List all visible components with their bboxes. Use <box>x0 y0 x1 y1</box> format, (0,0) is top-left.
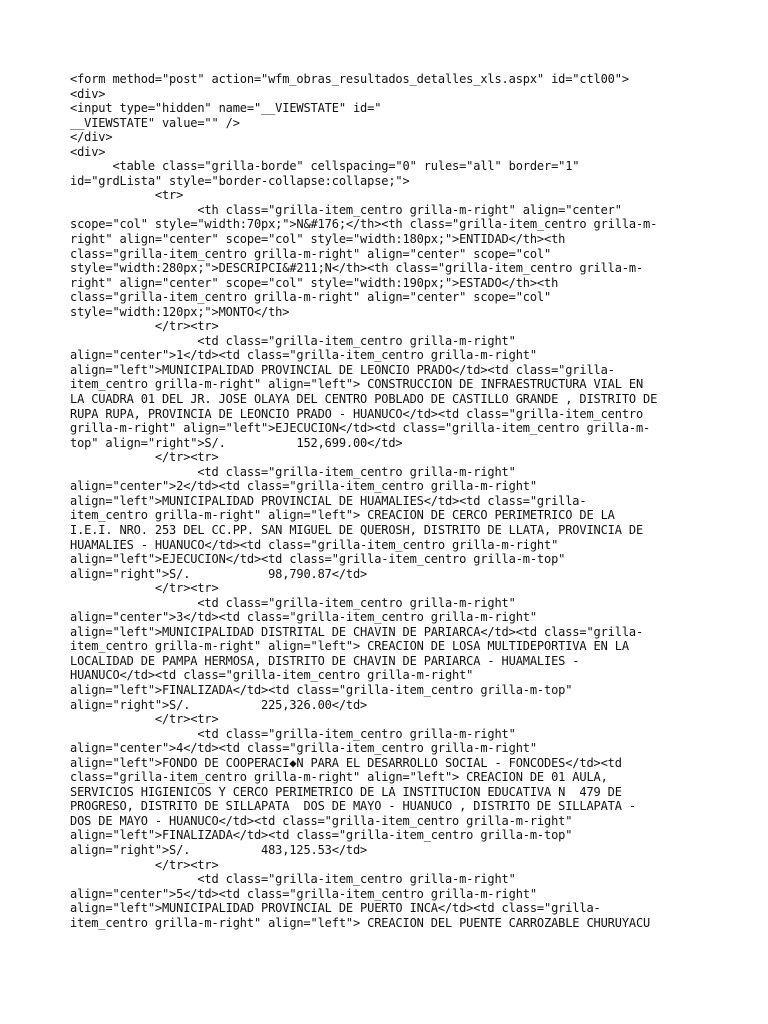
code-line: <td class="grilla-item_centro grilla-m-right" <box>70 333 516 348</box>
code-line: item_centro grilla-m-right" align="left"> CREACION DEL PUENTE CARROZABLE CHURUYACU <box>70 915 651 930</box>
code-line: scope="col" style="width:70px;">N&#176;</th><th class="grilla-item_centro grilla-m- <box>70 217 658 232</box>
code-line: <th class="grilla-item_centro grilla-m-right" align="center" <box>70 202 622 217</box>
code-line: HUANUCO</td><td class="grilla-item_centro grilla-m-right" <box>70 668 474 683</box>
code-line: PROGRESO, DISTRITO DE SILLAPATA DOS DE MAYO - HUANUCO , DISTRITO DE SILLAPATA - <box>70 799 636 814</box>
code-line: DOS DE MAYO - HUANUCO</td><td class="grilla-item_centro grilla-m-right" <box>70 813 573 828</box>
code-line: align="left">MUNICIPALIDAD PROVINCIAL DE LEONCIO PRADO</td><td class="grilla- <box>70 362 615 377</box>
code-line: LA CUADRA 01 DEL JR. JOSE OLAYA DEL CENTRO POBLADO DE CASTILLO GRANDE , DISTRITO DE <box>70 392 658 407</box>
code-line: style="width:280px;">DESCRIPCI&#211;N</th><th class="grilla-item_centro grilla-m- <box>70 261 644 276</box>
code-line: item_centro grilla-m-right" align="left"> CONSTRUCCION DE INFRAESTRUCTURA VIAL EN <box>70 377 644 392</box>
code-line: align="left">MUNICIPALIDAD DISTRITAL DE CHAVIN DE PARIARCA</td><td class="grilla- <box>70 624 644 639</box>
code-line: LOCALIDAD DE PAMPA HERMOSA, DISTRITO DE CHAVIN DE PARIARCA - HUAMALIES - <box>70 653 580 668</box>
code-line: <tr> <box>70 188 184 203</box>
code-line: <td class="grilla-item_centro grilla-m-right" <box>70 726 516 741</box>
code-line: align="center">2</td><td class="grilla-item_centro grilla-m-right" <box>70 479 537 494</box>
code-line: grilla-m-right" align="left">EJECUCION</td><td class="grilla-item_centro grilla-m- <box>70 421 651 436</box>
code-line: align="left">MUNICIPALIDAD PROVINCIAL DE HUAMALIES</td><td class="grilla- <box>70 493 587 508</box>
code-line: __VIEWSTATE" value="" /> <box>70 115 240 130</box>
code-line: <td class="grilla-item_centro grilla-m-right" <box>70 464 516 479</box>
code-line: id="grdLista" style="border-collapse:collapse;"> <box>70 173 410 188</box>
code-line: </tr><tr> <box>70 712 219 727</box>
code-line: right" align="center" scope="col" style="width:190px;">ESTADO</th><th <box>70 275 559 290</box>
code-line: right" align="center" scope="col" style="width:180px;">ENTIDAD</th><th <box>70 232 566 247</box>
code-line: style="width:120px;">MONTO</th> <box>70 304 290 319</box>
code-line: </tr><tr> <box>70 581 219 596</box>
document-page <box>70 72 710 930</box>
code-line: <div> <box>70 86 106 101</box>
code-line: top" align="right">S/. 152,699.00</td> <box>70 435 403 450</box>
code-line: align="center">3</td><td class="grilla-item_centro grilla-m-right" <box>70 610 537 625</box>
code-line: class="grilla-item_centro grilla-m-right" align="center" scope="col" <box>70 290 552 305</box>
code-line: <div> <box>70 144 106 159</box>
code-line: item_centro grilla-m-right" align="left"> CREACION DE LOSA MULTIDEPORTIVA EN LA <box>70 639 629 654</box>
code-line: align="right">S/. 225,326.00</td> <box>70 697 368 712</box>
code-line: <table class="grilla-borde" cellspacing="0" rules="all" border="1" <box>70 159 580 174</box>
code-line: I.E.I. NRO. 253 DEL CC.PP. SAN MIGUEL DE QUEROSH, DISTRITO DE LLATA, PROVINCIA DE <box>70 522 644 537</box>
code-line: class="grilla-item_centro grilla-m-right" align="left"> CREACION DE 01 AULA, <box>70 770 608 785</box>
code-line: align="right">S/. 98,790.87</td> <box>70 566 368 581</box>
code-line: align="left">FONDO DE COOPERACI◆N PARA EL DESARROLLO SOCIAL - FONCODES</td><td <box>70 755 622 770</box>
code-line: align="left">FINALIZADA</td><td class="grilla-item_centro grilla-m-top" <box>70 828 573 843</box>
code-line: HUAMALIES - HUANUCO</td><td class="grilla-item_centro grilla-m-right" <box>70 537 559 552</box>
code-line: <td class="grilla-item_centro grilla-m-right" <box>70 872 516 887</box>
code-line: </tr><tr> <box>70 319 219 334</box>
code-line: <td class="grilla-item_centro grilla-m-right" <box>70 595 516 610</box>
code-line: align="right">S/. 483,125.53</td> <box>70 842 368 857</box>
code-line: align="left">FINALIZADA</td><td class="grilla-item_centro grilla-m-top" <box>70 682 573 697</box>
code-line: align="center">1</td><td class="grilla-item_centro grilla-m-right" <box>70 348 537 363</box>
code-line: item_centro grilla-m-right" align="left"> CREACION DE CERCO PERIMETRICO DE LA <box>70 508 615 523</box>
code-line: class="grilla-item_centro grilla-m-right" align="center" scope="col" <box>70 246 552 261</box>
code-line: RUPA RUPA, PROVINCIA DE LEONCIO PRADO - HUANUCO</td><td class="grilla-item_centro <box>70 406 644 421</box>
code-line: </div> <box>70 130 113 145</box>
code-line: </tr><tr> <box>70 857 219 872</box>
code-line: <form method="post" action="wfm_obras_resultados_detalles_xls.aspx" id="ctl00"> <box>70 72 629 86</box>
code-line: align="left">EJECUCION</td><td class="grilla-item_centro grilla-m-top" <box>70 552 566 567</box>
code-line: <input type="hidden" name="__VIEWSTATE" id=" <box>70 101 382 116</box>
code-line: SERVICIOS HIGIENICOS Y CERCO PERIMETRICO DE LA INSTITUCION EDUCATIVA N 479 DE <box>70 784 622 799</box>
code-line: </tr><tr> <box>70 450 219 465</box>
code-line: align="center">5</td><td class="grilla-item_centro grilla-m-right" <box>70 886 537 901</box>
code-line: align="center">4</td><td class="grilla-item_centro grilla-m-right" <box>70 741 537 756</box>
code-line: align="left">MUNICIPALIDAD PROVINCIAL DE PUERTO INCA</td><td class="grilla- <box>70 901 601 916</box>
